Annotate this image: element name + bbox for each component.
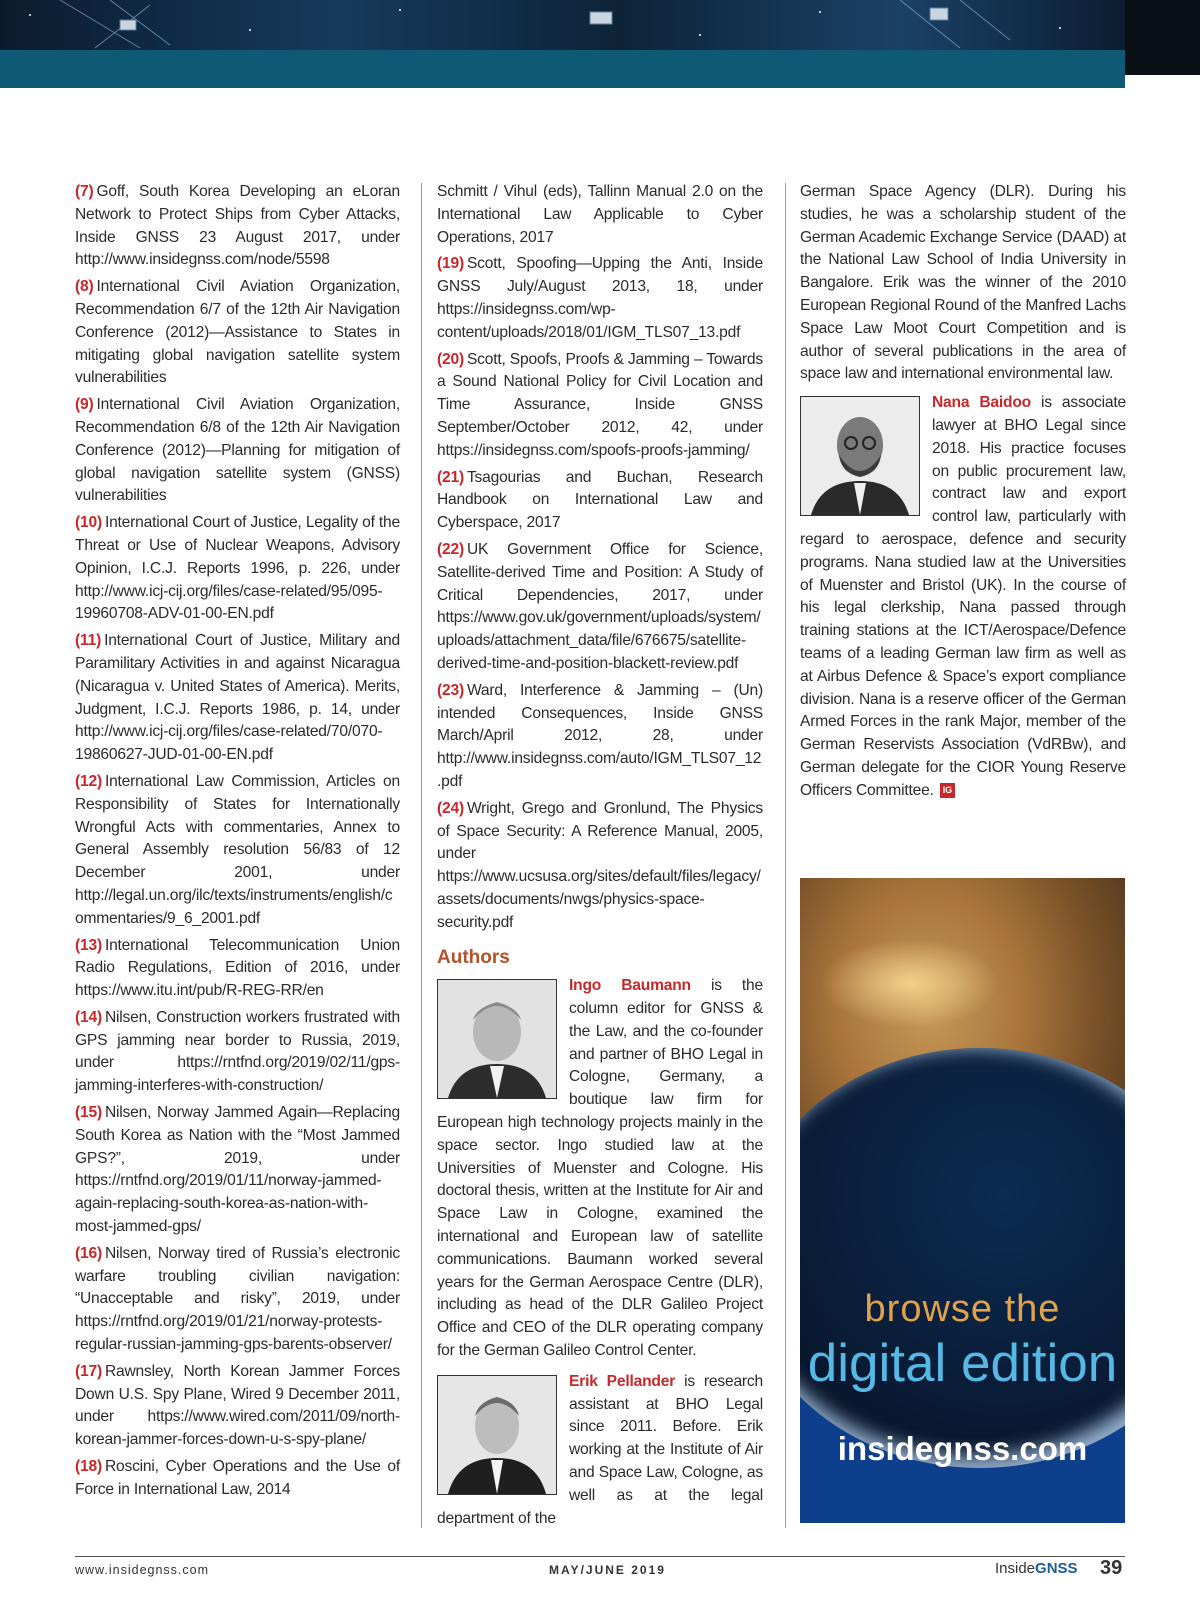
reference-number: (24): [437, 799, 464, 817]
reference-number: (9): [75, 396, 94, 414]
author-name: Nana Baidoo: [932, 394, 1031, 412]
reference-item: [437, 680, 763, 794]
author-bio-continuation: German Space Agency (DLR). During his studies, he was a scholarship student of the German Academic Exchange Service (DAAD) at the National Law School of India University in Bangalore. Erik was the winner of the 2010 European Regional Round of the Manfred Lachs Space Law Moot Court Competition and is author of several publications in the area of space law and international environmental law.: [800, 183, 1126, 383]
reference-item: [75, 630, 400, 767]
reference-text: Wright, Grego and Gronlund, The Physics of Space Security: A Reference Manual, 2005, under https://www.ucsusa.org/sites/default/files/legacy/assets/documents/nwgs/physics-space-security.pdf: [437, 799, 763, 931]
ad-earth-globe: [800, 1048, 1125, 1468]
author-name: Erik Pellander: [569, 1372, 676, 1390]
reference-number: (23): [437, 681, 464, 699]
reference-item: [75, 276, 400, 390]
reference-text: International Telecommunication Union Radio Regulations, Edition of 2016, under https://www.itu.int/pub/R-REG-RR/en: [75, 936, 400, 1000]
footer-brand-prefix: Inside: [995, 1560, 1036, 1577]
author-name: Ingo Baumann: [569, 977, 691, 995]
reference-number: (20): [437, 350, 464, 368]
reference-item: [437, 539, 763, 676]
reference-continuation: Schmitt / Vihul (eds), Tallinn Manual 2.0 on the International Law Applicable to Cyber Operations, 2017: [437, 183, 763, 246]
reference-number: (17): [75, 1362, 102, 1380]
reference-number: (12): [75, 772, 102, 790]
reference-item: [437, 798, 763, 935]
reference-item: [75, 1007, 400, 1098]
reference-text: Tsagourias and Buchan, Research Handbook on International Law and Cyberspace, 2017: [437, 468, 763, 532]
reference-text: International Law Commission, Articles on Responsibility of States for Internationally Wrongful Acts with commentaries, Annex to General Assembly resolution 56/83 of 12 December 2001, under http://legal.un.org/ilc/texts/instruments/english/commentaries/9_6_2001.pdf: [75, 772, 400, 927]
digital-edition-ad[interactable]: [800, 878, 1125, 1523]
author-bio-erik-pellander: [437, 1369, 763, 1531]
reference-number: (22): [437, 540, 464, 558]
author-photo-erik-pellander: [437, 1375, 557, 1495]
reference-number: (7): [75, 183, 94, 200]
reference-list: [437, 253, 763, 934]
reference-item: [75, 1243, 400, 1357]
reference-number: (11): [75, 632, 102, 650]
header-banner: [0, 0, 1125, 88]
reference-number: (15): [75, 1104, 102, 1122]
satellite-illustration: [0, 0, 1125, 50]
ig-end-mark-icon: IG: [940, 783, 955, 798]
reference-number: (14): [75, 1008, 102, 1026]
header-corner: [1125, 0, 1200, 75]
authors-heading: Authors: [437, 946, 510, 968]
column-divider: [421, 183, 422, 1528]
reference-number: (13): [75, 936, 102, 954]
reference-text: Nilsen, Norway Jammed Again—Replacing South Korea as Nation with the “Most Jammed GPS?”, 2019, under https://rntfnd.org/2019/01/11/norway-jammed-again-replacing-south-korea-as-nation-with-most-jammed-gps/: [75, 1104, 400, 1236]
column-divider: [785, 183, 786, 1528]
reference-item: [437, 253, 763, 344]
reference-item: [75, 512, 400, 626]
reference-number: (10): [75, 514, 102, 532]
reference-text: Scott, Spoofing—Upping the Anti, Inside GNSS July/August 2013, 18, under https://insidegnss.com/wp-content/uploads/2018/01/IGM_TLS07_13.pdf: [437, 255, 763, 341]
author-bio-text: is the column editor for GNSS & the Law, and the co-founder and partner of BHO Legal in Cologne, Germany, a boutique law firm for European high technology projects mainly in the space sector. Ingo studied law at the Universities of Muenster and Cologne. His doctoral thesis, written at the Institute for Air and Space Law in Cologne, examined the international and European law of satellite communications. Baumann worked several years for the German Aerospace Centre (DLR), including as head of the DLR Galileo Project Office and CEO of the DLR operating company for the German Galileo Control Center.: [437, 977, 763, 1360]
reference-text: Goff, South Korea Developing an eLoran Network to Protect Ships from Cyber Attacks, Inside GNSS 23 August 2017, under http://www.insidegnss.com/node/5598: [75, 183, 400, 269]
header-space-image: [0, 0, 1125, 50]
reference-text: International Civil Aviation Organization, Recommendation 6/7 of the 12th Air Navigation Conference (2012)—Assistance to States in mitigating global navigation satellite system vulnerabilities: [75, 278, 400, 387]
footer-issue-date: MAY/JUNE 2019: [549, 1563, 666, 1577]
ad-url-link[interactable]: insidegnss.com: [837, 1430, 1088, 1467]
author-bio-nana-baidoo: [800, 392, 1126, 802]
ad-cloud-haze: [820, 938, 1000, 1028]
reference-text: International Court of Justice, Military and Paramilitary Activities in and against Nicaragua (Nicaragua v. United States of America). Merits, Judgment, I.C.J. Reports 1986, p. 14, under http://www.icj-cij.org/files/case-related/70/070-19860627-JUD-01-00-EN.pdf: [75, 632, 400, 764]
column-2: [437, 181, 763, 1536]
reference-item: [75, 935, 400, 1003]
reference-item: [75, 771, 400, 931]
footer-rule: [75, 1556, 1125, 1557]
column-3: [800, 181, 1126, 809]
author-bio-text: is research assistant at BHO Legal since 2011. Before. Erik working at the Institute of Air and Space Law, Cologne, as well as at the legal department of the: [437, 1372, 763, 1527]
reference-item: [75, 1456, 400, 1502]
page-number: 39: [1100, 1557, 1123, 1579]
reference-number: (19): [437, 255, 464, 273]
reference-text: International Court of Justice, Legality of the Threat or Use of Nuclear Weapons, Advisory Opinion, I.C.J. Reports 1996, p. 226, under http://www.icj-cij.org/files/case-related/95/095-19960708-ADV-01-00-EN.pdf: [75, 514, 400, 623]
reference-number: (8): [75, 278, 94, 296]
header-band: [0, 50, 1125, 88]
author-bio-ingo-baumann: [437, 975, 763, 1363]
reference-text: Nilsen, Norway tired of Russia’s electronic warfare troubling civilian navigation: “Unacceptable and risky”, 2019, under https://rntfnd.org/2019/01/21/norway-protests-regular-russian-jamming-gps-barents-observer/: [75, 1244, 400, 1354]
reference-item: [437, 467, 763, 535]
footer-url-link[interactable]: www.insidegnss.com: [75, 1563, 210, 1577]
reference-text: Nilsen, Construction workers frustrated with GPS jamming near border to Russia, 2019, under https://rntfnd.org/2019/02/11/gps-jamming-interferes-with-construction/: [75, 1008, 400, 1095]
reference-item: [75, 1361, 400, 1452]
reference-item: [437, 349, 763, 463]
ad-earth-image: [800, 878, 1125, 1246]
reference-number: (21): [437, 468, 464, 486]
reference-item: [75, 394, 400, 508]
reference-text: Roscini, Cyber Operations and the Use of Force in International Law, 2014: [75, 1458, 400, 1498]
column-1: [75, 181, 400, 1506]
reference-number: (18): [75, 1458, 102, 1476]
reference-item: [75, 181, 400, 272]
footer-brand-suffix: GNSS: [1035, 1560, 1078, 1577]
reference-item: [75, 1102, 400, 1239]
footer-brand: [995, 1560, 1078, 1577]
ad-line-browse: browse the: [864, 1288, 1061, 1330]
reference-number: (16): [75, 1244, 102, 1262]
author-bio-text: is associate lawyer at BHO Legal since 2018. His practice focuses on public procurement law, contract law and export control law, particularly with regard to aerospace, defence and security programs. Nana studied law at the Universities of Muenster and Bristol (UK). In the course of his legal clerkship, Nana passed through training stations at the ICT/Aerospace/Defence teams of a leading German law firm as well as at Airbus Defence & Space’s export compliance division. Nana is a reserve officer of the German Armed Forces in the rank Major, member of the German Reservists Association (VdRBw), and German delegate for the CIOR Young Reserve Officers Committee.: [800, 394, 1126, 799]
ad-line-digital-edition: digital edition: [807, 1334, 1118, 1393]
reference-text: UK Government Office for Science, Satellite-derived Time and Position: A Study of Critical Dependencies, 2017, under https://www.gov.uk/government/uploads/system/uploads/attachment_data/file/676675/satellite-derived-time-and-position-blackett-review.pdf: [437, 540, 763, 672]
reference-text: Rawnsley, North Korean Jammer Forces Down U.S. Spy Plane, Wired 9 December 2011, under https://www.wired.com/2011/09/north-korean-jammer-forces-down-u-s-spy-plane/: [75, 1362, 400, 1449]
reference-text: Scott, Spoofs, Proofs & Jamming – Towards a Sound National Policy for Civil Location and Time Assurance, Inside GNSS September/October 2012, 42, under https://insidegnss.com/spoofs-proofs-jamming/: [437, 350, 763, 459]
author-photo-nana-baidoo: [800, 396, 920, 516]
reference-text: Ward, Interference & Jamming – (Un) intended Consequences, Inside GNSS March/April 2012, 28, under http://www.insidegnss.com/auto/IGM_TLS07_12.pdf: [437, 681, 763, 790]
author-photo-ingo-baumann: [437, 979, 557, 1099]
reference-text: International Civil Aviation Organization, Recommendation 6/8 of the 12th Air Navigation Conference (2012)—Planning for mitigation of global navigation satellite system (GNSS) vulnerabilities: [75, 396, 400, 505]
